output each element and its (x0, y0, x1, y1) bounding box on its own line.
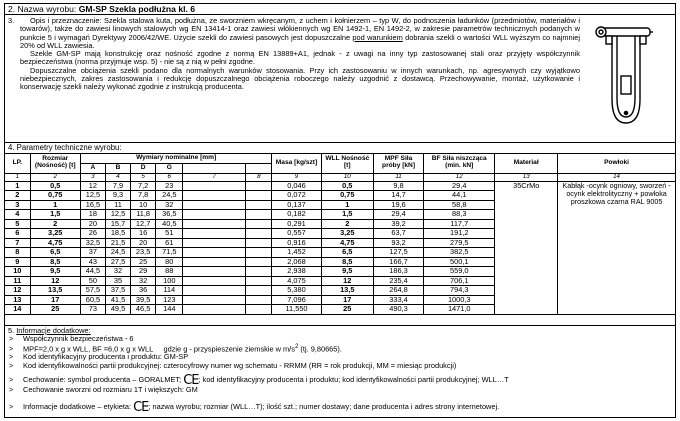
additional-info-number: 5. (8, 326, 15, 335)
header-dim-a: A (80, 164, 105, 174)
table-cell: 2 (321, 219, 373, 229)
table-cell: 20 (131, 238, 156, 248)
table-cell: 1000,3 (424, 295, 495, 305)
header-mpf: MPF Siła próby [kN] (373, 154, 423, 173)
description-paragraph-2: Szekle GM-SP mają konstrukcję oraz nośność zgodne z normą EN 13889+A1, jednak - z uwagi na inny typ zastosowanej stali oraz przyjęty współczynnik bezpieczeństwa (norma przyjmuje wsp. 5) - nie są z nią w pełni zgodne. (20, 49, 580, 67)
table-cell (246, 276, 272, 286)
header-mass: Masa [kg/szt] (272, 154, 321, 173)
table-cell (183, 286, 246, 296)
table-cell: 191,2 (424, 229, 495, 239)
table-cell: 706,1 (424, 276, 495, 286)
table-cell: 8,5 (30, 257, 80, 267)
header-dim-d: D (131, 164, 156, 174)
table-cell: 63,7 (373, 229, 423, 239)
table-cell: 73 (80, 305, 105, 315)
table-cell: 43 (80, 257, 105, 267)
header-dim-b: B (105, 164, 130, 174)
table-cell: 44,1 (424, 191, 495, 201)
table-cell: 0,75 (30, 191, 80, 201)
info-gravity-text: gdzie g - przyspieszenie ziemskie w m/s (163, 344, 295, 354)
table-cell: 14,7 (373, 191, 423, 201)
table-cell: 9 (5, 257, 30, 267)
info-line-pin-marking: > Cechowanie sworzni od rozmiaru 1T i większych: GM (9, 385, 198, 394)
table-cell: 9,5 (321, 267, 373, 277)
table-cell: 18,5 (105, 229, 130, 239)
product-sheet (4, 3, 676, 418)
description-p1-text: Szekla stalowa kuta, podłużna, ze sworzniem wkręcanym, z uchem i kołnierzem – typ W, do podnoszenia ładunków (przedmiotów, materiałów i towarów), także do zawiesi linowych stalowych wg EN 13414-1 oraz zawiesi włókiennych wg EN 1492-1, EN 1492-2, w zakresie parametrów technicznych podanych w punkcie 5 i wymagań Dyrektywy 2006/42/WE. Użycie szekli do zawiesi pasowych jest dopuszczalne (20, 16, 581, 42)
table-cell (183, 210, 246, 220)
table-cell: 7,9 (105, 181, 130, 191)
table-cell: 0,072 (272, 191, 321, 201)
technical-parameters-heading: 4. Parametry techniczne wyrobu: (5, 143, 675, 154)
column-index-cell: 3 (80, 173, 105, 181)
table-cell: 6,5 (30, 248, 80, 258)
info-marking-text: Cechowanie: symbol producenta – GORALMET; (23, 375, 182, 384)
header-dim-empty-1 (183, 164, 246, 174)
table-cell: 26 (80, 229, 105, 239)
table-cell: 71,5 (156, 248, 183, 258)
product-name: GM-SP Szekla podłużna kl. 6 (78, 4, 196, 14)
table-cell (246, 238, 272, 248)
table-cell: 80 (156, 257, 183, 267)
column-index-cell: 8 (246, 173, 272, 181)
table-cell: 17 (30, 295, 80, 305)
header-coatings: Powłoki (558, 154, 675, 173)
table-cell: 1 (5, 181, 30, 191)
table-cell: 0,5 (321, 181, 373, 191)
additional-info-title: Informacje dodatkowe: (16, 326, 91, 335)
table-cell: 117,7 (424, 219, 495, 229)
table-cell: 18 (80, 210, 105, 220)
table-cell (183, 238, 246, 248)
table-cell: 13 (5, 295, 30, 305)
column-index-cell: 6 (156, 173, 183, 181)
table-cell: 123 (156, 295, 183, 305)
table-cell: 36 (131, 286, 156, 296)
info-formula-text: MPF=2,0 x g x WLL, BF =6,0 x g x WLL (23, 344, 154, 354)
table-cell: 12,5 (80, 191, 105, 201)
table-cell: 13,5 (30, 286, 80, 296)
table-cell (183, 295, 246, 305)
additional-info-section (5, 325, 675, 419)
table-cell (246, 286, 272, 296)
info-pin-marking-text: Cechowanie sworzni od rozmiaru 1T i większych: GM (23, 385, 198, 394)
table-cell: 27,5 (105, 257, 130, 267)
info-line-formula: > MPF=2,0 x g x WLL, BF =6,0 x g x WLL gdzie g - przyspieszenie ziemskie w $m/s^2$ (tj. 9,80665). (9, 343, 342, 354)
column-index-cell: 5 (131, 173, 156, 181)
table-cell: 6 (5, 229, 30, 239)
table-cell (246, 210, 272, 220)
column-index-cell: 7 (183, 173, 246, 181)
info-label-text: Informacje dodatkowe – etykieta: (23, 402, 132, 411)
table-cell: 9,5 (30, 267, 80, 277)
table-cell: 9,3 (105, 191, 130, 201)
table-cell: 0,916 (272, 238, 321, 248)
table-cell: 144 (156, 305, 183, 315)
table-cell: 21,5 (105, 238, 130, 248)
table-cell: 0,182 (272, 210, 321, 220)
table-cell: 166,7 (373, 257, 423, 267)
column-index-cell: 13 (495, 173, 558, 181)
table-cell: 1 (30, 200, 80, 210)
table-cell (246, 191, 272, 201)
table-cell: 4,75 (321, 238, 373, 248)
table-cell (183, 305, 246, 315)
description-p1-underline: pod warunkiem (352, 32, 403, 42)
table-cell: 5,380 (272, 286, 321, 296)
info-safety-factor-text: Współczynnik bezpieczeństwa - 6 (23, 334, 134, 343)
table-cell: 37 (80, 248, 105, 258)
table-cell: 25 (30, 305, 80, 315)
table-cell: 23 (156, 181, 183, 191)
table-cell (246, 219, 272, 229)
table-cell: 0,75 (321, 191, 373, 201)
table-cell: 490,3 (373, 305, 423, 315)
table-cell: 7,096 (272, 295, 321, 305)
column-index-cell: 11 (373, 173, 423, 181)
table-cell: 93,2 (373, 238, 423, 248)
table-cell: 2,938 (272, 267, 321, 277)
table-cell: 7,8 (131, 191, 156, 201)
header-wll: WLL Nośność [t] (321, 154, 373, 173)
table-cell: 4 (5, 210, 30, 220)
description-paragraph-1 (20, 17, 580, 50)
table-cell: 58,8 (424, 200, 495, 210)
table-cell: 50 (80, 276, 105, 286)
table-cell: 559,0 (424, 267, 495, 277)
table-cell: 10 (5, 267, 30, 277)
table-cell: 36,5 (156, 210, 183, 220)
table-cell: 114 (156, 286, 183, 296)
table-cell: 9,8 (373, 181, 423, 191)
table-cell: 88,3 (424, 210, 495, 220)
table-cell: 13,5 (321, 286, 373, 296)
table-cell: 1,5 (30, 210, 80, 220)
table-cell: 25 (131, 257, 156, 267)
table-cell: 0,137 (272, 200, 321, 210)
table-cell: 4,75 (30, 238, 80, 248)
header-dim-empty-2 (246, 164, 272, 174)
parameters-table (5, 154, 675, 315)
ce-mark-icon: CE (183, 373, 199, 388)
table-cell: 44,5 (80, 267, 105, 277)
table-cell: 6,5 (321, 248, 373, 258)
header-lp: LP. (5, 154, 30, 173)
table-cell: 1 (321, 200, 373, 210)
column-index-cell: 4 (105, 173, 130, 181)
table-cell: 127,5 (373, 248, 423, 258)
table-cell: 10 (131, 200, 156, 210)
table-cell: 8 (5, 248, 30, 258)
table-cell: 382,5 (424, 248, 495, 258)
table-cell: 32,5 (80, 238, 105, 248)
table-cell: 500,1 (424, 257, 495, 267)
shackle-drawing (595, 21, 657, 131)
table-cell: 20 (80, 219, 105, 229)
table-cell: 51 (156, 229, 183, 239)
table-cell: 16 (131, 229, 156, 239)
table-cell (246, 229, 272, 239)
table-cell: 14 (5, 305, 30, 315)
table-cell: 39,2 (373, 219, 423, 229)
info-gravity-value: (tj. 9,80665). (298, 344, 342, 354)
table-cell: 19,6 (373, 200, 423, 210)
table-cell: 1,452 (272, 248, 321, 258)
table-cell: 25 (321, 305, 373, 315)
table-cell: 23,5 (131, 248, 156, 258)
table-cell: 29,4 (424, 181, 495, 191)
table-cell: 11,550 (272, 305, 321, 315)
table-cell: 11 (5, 276, 30, 286)
table-cell: 1,5 (321, 210, 373, 220)
table-cell: 100 (156, 276, 183, 286)
table-cell: 794,3 (424, 286, 495, 296)
table-cell: 279,5 (424, 238, 495, 248)
table-cell: 11,8 (131, 210, 156, 220)
coatings-cell: Kabłąk -ocynk ogniowy, sworzeń - ocynk elektrolityczny + powłoka proszkowa czarna RAL 9005 (558, 181, 675, 314)
table-cell: 12 (30, 276, 80, 286)
table-cell: 57,5 (80, 286, 105, 296)
table-cell (246, 257, 272, 267)
column-index-cell: 9 (272, 173, 321, 181)
table-cell (183, 267, 246, 277)
table-cell (246, 267, 272, 277)
header-bf: BF Siła niszcząca (min. kN] (424, 154, 495, 173)
table-cell (183, 219, 246, 229)
table-cell: 24,5 (156, 191, 183, 201)
table-cell: 40,5 (156, 219, 183, 229)
table-cell (246, 295, 272, 305)
table-cell: 3,25 (30, 229, 80, 239)
table-cell (246, 200, 272, 210)
table-cell: 186,3 (373, 267, 423, 277)
column-index-cell: 12 (424, 173, 495, 181)
table-cell (183, 191, 246, 201)
column-index-cell: 1 (5, 173, 30, 181)
column-index-cell: 14 (558, 173, 675, 181)
table-cell: 7,2 (131, 181, 156, 191)
column-index-row (5, 173, 675, 181)
table-cell: 235,4 (373, 276, 423, 286)
table-cell (246, 305, 272, 315)
table-cell: 2 (5, 191, 30, 201)
table-cell: 32 (131, 276, 156, 286)
table-cell: 0,557 (272, 229, 321, 239)
table-cell: 3 (5, 200, 30, 210)
table-cell: 88 (156, 267, 183, 277)
table-cell: 32 (105, 267, 130, 277)
table-cell (183, 276, 246, 286)
table-cell: 1471,0 (424, 305, 495, 315)
product-name-section (5, 4, 675, 15)
description-title: Opis i przeznaczenie: (30, 16, 102, 25)
table-cell: 12,5 (105, 210, 130, 220)
material-cell: 35CrMo (495, 181, 558, 314)
table-cell: 37,5 (105, 286, 130, 296)
description-section (5, 15, 675, 143)
info-line-label: > Informacje dodatkowe – etykieta: CE; nazwa wyrobu; rozmiar (WLL…T); ilość szt.; numer dostawy; dane producenta i adres strony internetowej. (9, 400, 500, 415)
table-cell: 29,4 (373, 210, 423, 220)
table-cell: 15,7 (105, 219, 130, 229)
table-cell (246, 181, 272, 191)
column-index-cell: 2 (30, 173, 80, 181)
table-cell: 0,291 (272, 219, 321, 229)
description-p1-end: dobrania szekli o wartości WLL wyższym co najmniej 20% od WLL zawiesia. (20, 32, 581, 50)
table-cell: 7 (5, 238, 30, 248)
table-cell: 333,4 (373, 295, 423, 305)
description-paragraph-3: Dopuszczalne obciążenia szekli podano dla normalnych warunków stosowania. Przy ich zastosowaniu w innych warunkach, np. agresywnych czy wyjątkowo niebezpiecznych, zakres zastosowania i redukcję dopuszczalnego obciążenia roboczego należy uzgodnić z dostawcą. Przechowywanie, montaż, użytkowanie i konserwację szekli należy wykonać zgodnie z instrukcją producenta. (20, 65, 580, 92)
table-rows (5, 181, 675, 314)
product-name-label: 2. Nazwa wyrobu: (8, 4, 77, 14)
info-line-marking: > Cechowanie: symbol producenta – GORALMET; CE; kod identyfikacyjny producenta i produktu; kod identyfikowalności partii produkcyjnej; WLL…T (9, 373, 509, 388)
table-cell: 2,068 (272, 257, 321, 267)
table-cell: 24,5 (105, 248, 130, 258)
description-text (20, 17, 580, 92)
table-cell (183, 229, 246, 239)
table-cell: 17 (321, 295, 373, 305)
table-cell: 4,075 (272, 276, 321, 286)
header-material: Materiał (495, 154, 558, 173)
description-number: 3. (8, 16, 15, 25)
table-cell: 12 (80, 181, 105, 191)
table-cell: 32 (156, 200, 183, 210)
table-cell: 46,5 (131, 305, 156, 315)
table-cell: 61 (156, 238, 183, 248)
info-label-rest: ; nazwa wyrobu; rozmiar (WLL…T); ilość szt.; numer dostawy; dane producenta i adres strony internetowej. (148, 402, 500, 411)
header-dim-g: G (156, 164, 183, 174)
table-cell: 39,5 (131, 295, 156, 305)
table-cell (246, 248, 272, 258)
table-cell: 35 (105, 276, 130, 286)
table-cell: 16,5 (80, 200, 105, 210)
column-index-cell: 10 (321, 173, 373, 181)
table-cell: 49,5 (105, 305, 130, 315)
info-product-code-text: Kod identyfikacyjny producenta i produktu: GM-SP (23, 352, 189, 361)
table-cell: 5 (5, 219, 30, 229)
table-cell: 2 (30, 219, 80, 229)
table-cell: 8,5 (321, 257, 373, 267)
table-row (5, 181, 675, 191)
table-cell: 12 (321, 276, 373, 286)
table-cell: 60,5 (80, 295, 105, 305)
info-line-batch-code: > Kod identyfikowalności partii produkcyjnej: czterocyfrowy numer wg schematu - RRMM (RR = rok produkcji, MM = miesiąc produkcji) (9, 361, 457, 370)
table-cell: 0,046 (272, 181, 321, 191)
info-marking-rest: ; kod identyfikacyjny producenta i produktu; kod identyfikowalności partii produkcyjnej; WLL…T (198, 375, 509, 384)
table-cell (183, 248, 246, 258)
info-gravity-exponent: 2 (294, 343, 299, 350)
table-cell: 12 (5, 286, 30, 296)
table-cell: 29 (131, 267, 156, 277)
info-batch-code-text: Kod identyfikowalności partii produkcyjnej: czterocyfrowy numer wg schematu - RRMM (RR = rok produkcji, MM = miesiąc produkcji) (23, 361, 457, 370)
header-dimensions: Wymiary nominalne [mm] (80, 154, 272, 164)
table-cell: 264,8 (373, 286, 423, 296)
table-cell: 0,5 (30, 181, 80, 191)
table-cell: 11 (105, 200, 130, 210)
table-cell: 41,5 (105, 295, 130, 305)
table-cell (183, 200, 246, 210)
ce-mark-icon: CE (133, 400, 149, 415)
info-line-product-code: > Kod identyfikacyjny producenta i produktu: GM-SP (9, 352, 189, 361)
table-cell (183, 257, 246, 267)
info-line-safety-factor: > Współczynnik bezpieczeństwa - 6 (9, 334, 134, 343)
table-cell: 12,7 (131, 219, 156, 229)
table-cell: 3,25 (321, 229, 373, 239)
table-cell (183, 181, 246, 191)
header-size: Rozmiar (Nośność) [t] (30, 154, 80, 173)
